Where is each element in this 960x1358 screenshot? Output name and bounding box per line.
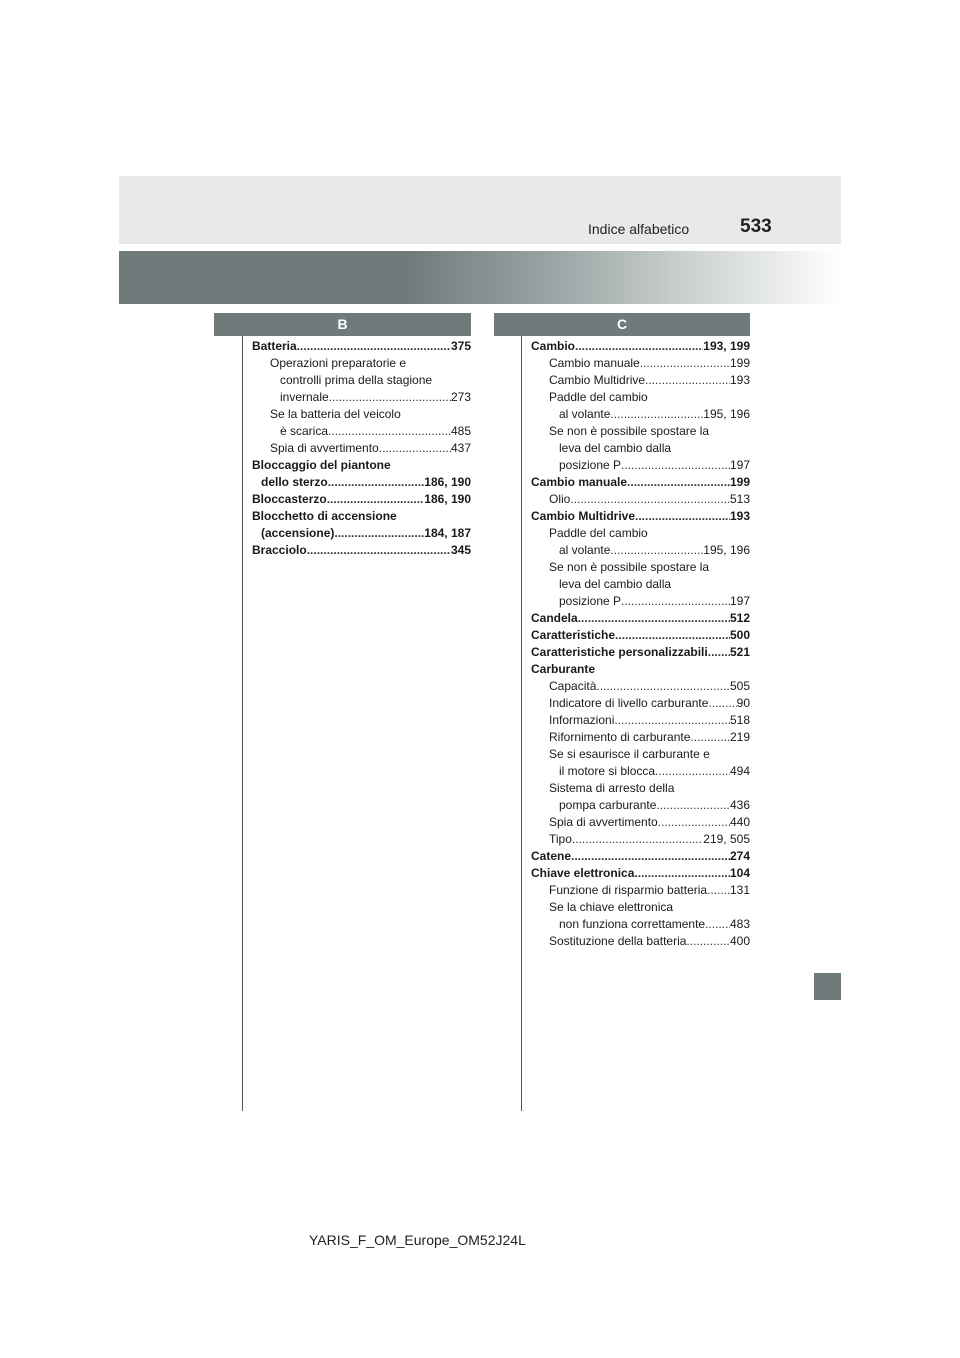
index-entry-page: 437	[450, 441, 471, 455]
dot-leader	[328, 474, 425, 491]
index-entry	[252, 406, 471, 423]
index-entry	[531, 763, 750, 780]
index-entry-page: 273	[450, 390, 471, 404]
index-entry	[531, 610, 750, 627]
page-number: 533	[740, 216, 772, 237]
dot-leader	[307, 542, 451, 559]
dot-leader	[635, 508, 730, 525]
dot-leader	[328, 423, 451, 440]
letter-heading-c: C	[494, 313, 750, 336]
index-entry	[531, 338, 750, 355]
index-entry-page: 131	[729, 883, 750, 897]
dot-leader	[572, 831, 703, 848]
dot-leader	[610, 542, 703, 559]
index-entry	[531, 576, 750, 593]
index-entry	[531, 865, 750, 882]
index-entry	[531, 644, 750, 661]
index-entry	[531, 814, 750, 831]
index-entry-label: dello sterzo	[261, 475, 328, 489]
index-entry	[531, 525, 750, 542]
chapter-tab	[814, 973, 841, 1000]
index-entry-label: Cambio Multidrive	[549, 373, 646, 387]
dot-leader	[686, 933, 730, 950]
index-entry	[252, 491, 471, 508]
index-entry-label: leva del cambio dalla	[559, 441, 672, 455]
index-entry-page: 440	[729, 815, 750, 829]
index-entry	[531, 695, 750, 712]
index-entry	[252, 338, 471, 355]
index-entry	[531, 661, 750, 678]
index-entry	[252, 508, 471, 525]
index-entry	[531, 916, 750, 933]
index-entry	[252, 423, 471, 440]
index-entry-page: 219, 505	[703, 832, 750, 846]
index-entry	[531, 559, 750, 576]
dot-leader	[705, 916, 730, 933]
dot-leader	[575, 338, 703, 355]
index-entry-label: Caratteristiche	[531, 628, 616, 642]
letter-heading-b: B	[214, 313, 471, 336]
index-entry-label: Informazioni	[549, 713, 615, 727]
index-entry	[531, 423, 750, 440]
index-entry-page: 512	[729, 611, 750, 625]
dot-leader	[327, 491, 425, 508]
index-entry	[531, 355, 750, 372]
index-entry-label: Operazioni preparatorie e	[270, 356, 407, 370]
index-entry	[531, 780, 750, 797]
index-entry	[252, 355, 471, 372]
index-entry-label: Se la chiave elettronica	[549, 900, 674, 914]
index-column-c	[531, 338, 750, 950]
index-entry-page: 193	[729, 509, 750, 523]
index-entry-label: Paddle del cambio	[549, 526, 648, 540]
index-entry-label: Paddle del cambio	[549, 390, 648, 404]
header-band	[119, 176, 841, 244]
index-entry	[531, 797, 750, 814]
index-entry-label: Se non è possibile spostare la	[549, 560, 710, 574]
dot-leader	[614, 712, 730, 729]
index-entry	[252, 372, 471, 389]
index-entry	[531, 678, 750, 695]
index-entry-page: 436	[729, 798, 750, 812]
index-entry-label: Capacità	[549, 679, 597, 693]
index-entry-label: Indicatore di livello carburante	[549, 696, 709, 710]
index-entry-label: posizione P	[559, 458, 622, 472]
column-divider-left	[242, 336, 243, 1111]
dot-leader	[570, 491, 730, 508]
index-entry	[252, 389, 471, 406]
dot-leader	[708, 644, 730, 661]
index-entry-page: 274	[729, 849, 750, 863]
index-entry	[531, 933, 750, 950]
index-entry-page: 500	[729, 628, 750, 642]
index-entry-label: al volante	[559, 543, 611, 557]
index-entry-label: Cambio manuale	[531, 475, 628, 489]
index-entry-page: 513	[729, 492, 750, 506]
index-entry-label: (accensione)	[261, 526, 335, 540]
index-entry-label: al volante	[559, 407, 611, 421]
index-entry	[252, 440, 471, 457]
index-entry-label: Sistema di arresto della	[549, 781, 675, 795]
index-entry-label: Cambio manuale	[549, 356, 640, 370]
index-entry-page: 186, 190	[424, 475, 471, 489]
index-entry-page: 193	[729, 373, 750, 387]
index-entry-page: 518	[729, 713, 750, 727]
index-entry-page: 184, 187	[424, 526, 471, 540]
index-entry-label: Olio	[549, 492, 571, 506]
index-entry	[531, 831, 750, 848]
index-entry-label: Bloccaggio del piantone	[252, 458, 391, 472]
index-entry	[531, 491, 750, 508]
index-entry-label: Funzione di risparmio batteria	[549, 883, 708, 897]
index-column-b	[252, 338, 471, 559]
index-entry-label: Chiave elettronica	[531, 866, 635, 880]
index-entry-page: 90	[736, 696, 750, 710]
dot-leader	[571, 848, 730, 865]
dot-leader	[707, 882, 730, 899]
index-entry-label: controlli prima della stagione	[280, 373, 433, 387]
index-entry-page: 505	[729, 679, 750, 693]
index-entry	[531, 542, 750, 559]
index-entry-page: 521	[729, 645, 750, 659]
index-entry-label: Bloccasterzo	[252, 492, 327, 506]
index-entry-label: Blocchetto di accensione	[252, 509, 397, 523]
dot-leader	[615, 627, 730, 644]
index-entry-label: Spia di avvertimento	[270, 441, 379, 455]
index-entry-page: 494	[729, 764, 750, 778]
index-entry-page: 193, 199	[703, 339, 750, 353]
index-entry-page: 485	[450, 424, 471, 438]
index-entry-label: Se si esaurisce il carburante e	[549, 747, 710, 761]
index-entry	[531, 882, 750, 899]
index-entry-label: Candela	[531, 611, 578, 625]
index-entry-label: pompa carburante	[559, 798, 657, 812]
index-entry-label: Rifornimento di carburante	[549, 730, 691, 744]
index-entry-label: Cambio Multidrive	[531, 509, 636, 523]
index-entry	[531, 746, 750, 763]
index-entry-page: 345	[450, 543, 471, 557]
index-entry-label: è scarica	[280, 424, 329, 438]
index-entry-label: Catene	[531, 849, 572, 863]
index-entry-label: Bracciolo	[252, 543, 307, 557]
index-entry-label: Spia di avvertimento	[549, 815, 658, 829]
index-entry	[531, 729, 750, 746]
index-entry-label: leva del cambio dalla	[559, 577, 672, 591]
index-entry	[531, 899, 750, 916]
index-entry	[531, 508, 750, 525]
index-entry-page: 197	[729, 458, 750, 472]
index-entry-page: 195, 196	[703, 407, 750, 421]
index-entry-label: Se non è possibile spostare la	[549, 424, 710, 438]
dot-leader	[690, 729, 730, 746]
index-entry-page: 197	[729, 594, 750, 608]
column-divider-right	[521, 336, 522, 1111]
index-entry	[531, 848, 750, 865]
index-entry	[531, 457, 750, 474]
index-entry-label: non funziona correttamente	[559, 917, 706, 931]
dot-leader	[645, 372, 730, 389]
index-entry-page: 375	[450, 339, 471, 353]
index-entry	[531, 712, 750, 729]
index-entry-page: 186, 190	[424, 492, 471, 506]
index-entry	[531, 474, 750, 491]
index-entry	[252, 474, 471, 491]
index-entry-page: 483	[729, 917, 750, 931]
index-entry-page: 400	[729, 934, 750, 948]
decorative-gradient-bar	[119, 251, 841, 304]
dot-leader	[655, 763, 730, 780]
index-entry-label: Batteria	[252, 339, 297, 353]
index-entry-page: 199	[729, 475, 750, 489]
dot-leader	[658, 814, 730, 831]
index-entry-label: Caratteristiche personalizzabili	[531, 645, 708, 659]
dot-leader	[596, 678, 730, 695]
index-entry	[252, 542, 471, 559]
index-entry-page: 195, 196	[703, 543, 750, 557]
index-entry	[531, 627, 750, 644]
index-entry	[531, 406, 750, 423]
dot-leader	[708, 695, 736, 712]
document-code: YARIS_F_OM_Europe_OM52J24L	[309, 1232, 526, 1248]
dot-leader	[621, 593, 730, 610]
dot-leader	[297, 338, 451, 355]
index-entry-page: 104	[729, 866, 750, 880]
dot-leader	[329, 389, 451, 406]
index-entry	[531, 372, 750, 389]
dot-leader	[334, 525, 424, 542]
index-entry	[252, 457, 471, 474]
dot-leader	[379, 440, 451, 457]
index-entry-label: il motore si blocca	[559, 764, 656, 778]
dot-leader	[656, 797, 730, 814]
index-entry-label: Se la batteria del veicolo	[270, 407, 401, 421]
index-entry-label: Cambio	[531, 339, 576, 353]
dot-leader	[610, 406, 703, 423]
dot-leader	[627, 474, 730, 491]
index-entry-label: Carburante	[531, 662, 596, 676]
dot-leader	[640, 355, 730, 372]
section-title: Indice alfabetico	[588, 221, 690, 237]
dot-leader	[578, 610, 730, 627]
index-entry	[531, 440, 750, 457]
index-entry-label: Sostituzione della batteria	[549, 934, 687, 948]
index-entry-label: invernale	[280, 390, 329, 404]
dot-leader	[621, 457, 730, 474]
index-entry-page: 199	[729, 356, 750, 370]
index-entry	[531, 389, 750, 406]
index-entry	[252, 525, 471, 542]
index-entry	[531, 593, 750, 610]
index-entry-page: 219	[729, 730, 750, 744]
dot-leader	[634, 865, 730, 882]
index-entry-label: posizione P	[559, 594, 622, 608]
index-entry-label: Tipo	[549, 832, 572, 846]
